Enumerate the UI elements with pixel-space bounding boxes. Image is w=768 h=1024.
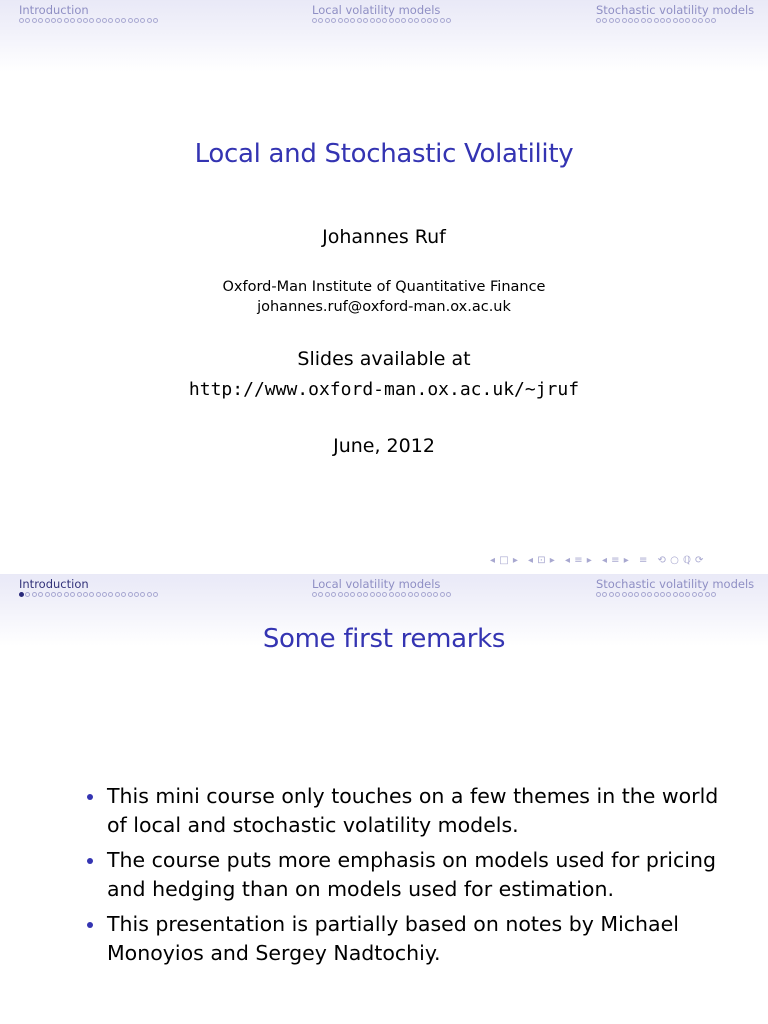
frame-dot[interactable] — [596, 592, 601, 597]
frame-dot[interactable] — [414, 592, 419, 597]
frame-dot[interactable] — [134, 592, 139, 597]
frame-dot[interactable] — [711, 18, 716, 23]
frame-dot[interactable] — [692, 18, 697, 23]
frame-dot[interactable] — [312, 18, 317, 23]
frame-dot[interactable] — [45, 18, 50, 23]
frame-dot[interactable] — [440, 18, 445, 23]
frame-dot[interactable] — [370, 18, 375, 23]
frame-dot[interactable] — [685, 592, 690, 597]
bullet-text: This presentation is partially based on notes by Michael Monoyios and Sergey Nadtochiy. — [107, 912, 679, 965]
frame-dot[interactable] — [25, 592, 30, 597]
presentation-date: June, 2012 — [333, 435, 435, 457]
nav-dots[interactable] — [596, 592, 754, 604]
frame-dot[interactable] — [51, 18, 56, 23]
nav-section-introduction[interactable] — [19, 3, 160, 30]
frame-dot[interactable] — [19, 592, 24, 597]
frame-dot[interactable] — [376, 18, 381, 23]
frame-dot[interactable] — [338, 18, 343, 23]
frame-dot[interactable] — [115, 592, 120, 597]
nav-section-label: Local volatility models — [312, 577, 441, 591]
presentation-title: Local and Stochastic Volatility — [194, 139, 574, 169]
frame-dot[interactable] — [602, 18, 607, 23]
frame-dot[interactable] — [96, 18, 101, 23]
frame-dot[interactable] — [685, 18, 690, 23]
frame-dot[interactable] — [609, 592, 614, 597]
frame-dot[interactable] — [89, 592, 94, 597]
frame-dot[interactable] — [692, 592, 697, 597]
frame-dot[interactable] — [344, 592, 349, 597]
frame-dot[interactable] — [57, 592, 62, 597]
frame-dot[interactable] — [38, 592, 43, 597]
frame-dot[interactable] — [446, 592, 451, 597]
frame-dot[interactable] — [408, 18, 413, 23]
frame-dot[interactable] — [32, 18, 37, 23]
nav-dots[interactable] — [19, 592, 160, 604]
frame-dot[interactable] — [128, 18, 133, 23]
frame-dot[interactable] — [153, 592, 158, 597]
bullet-item — [84, 782, 724, 840]
frame-dot[interactable] — [433, 592, 438, 597]
frame-dot[interactable] — [357, 592, 362, 597]
frame-dot[interactable] — [673, 592, 678, 597]
frame-dot[interactable] — [382, 592, 387, 597]
frame-dot[interactable] — [711, 592, 716, 597]
nav-dots[interactable] — [596, 18, 754, 30]
bullet-dot-icon — [87, 794, 93, 800]
frame-dot[interactable] — [408, 592, 413, 597]
frame-dot[interactable] — [51, 592, 56, 597]
frame-dot[interactable] — [19, 18, 24, 23]
frame-dot[interactable] — [401, 592, 406, 597]
appendix-nav-icon[interactable]: ≡ — [638, 555, 648, 566]
nav-section-stochastic-volatility[interactable] — [596, 577, 754, 604]
frame-dot[interactable] — [427, 18, 432, 23]
frame-dot[interactable] — [318, 592, 323, 597]
frame-dot[interactable] — [57, 18, 62, 23]
frame-dot[interactable] — [318, 18, 323, 23]
frame-dot[interactable] — [64, 18, 69, 23]
frame-dot[interactable] — [382, 18, 387, 23]
frame-dot[interactable] — [654, 18, 659, 23]
nav-header — [0, 0, 768, 72]
frame-dot[interactable] — [344, 18, 349, 23]
frame-dot[interactable] — [389, 18, 394, 23]
frame-dot[interactable] — [596, 18, 601, 23]
frame-nav-icon[interactable]: ◂ □ ▸ — [490, 555, 519, 566]
frame-dot[interactable] — [331, 18, 336, 23]
frame-dot[interactable] — [615, 18, 620, 23]
frame-dot[interactable] — [395, 18, 400, 23]
frame-dot[interactable] — [121, 18, 126, 23]
frame-dot[interactable] — [350, 18, 355, 23]
nav-section-local-volatility[interactable] — [312, 3, 453, 30]
frame-dot[interactable] — [331, 592, 336, 597]
frame-dot[interactable] — [147, 592, 152, 597]
nav-section-label: Introduction — [19, 577, 89, 591]
frame-dot[interactable] — [83, 18, 88, 23]
frame-dot[interactable] — [370, 592, 375, 597]
frame-dot[interactable] — [615, 592, 620, 597]
nav-section-label: Local volatility models — [312, 3, 441, 17]
frame-dot[interactable] — [602, 592, 607, 597]
frame-dot[interactable] — [89, 18, 94, 23]
frame-dot[interactable] — [446, 18, 451, 23]
search-back-forward-icon[interactable]: ⟲ ○ ℚ ⟳ — [657, 555, 704, 566]
frame-dot[interactable] — [77, 592, 82, 597]
nav-section-label: Introduction — [19, 3, 89, 17]
nav-section-label: Stochastic volatility models — [596, 577, 755, 591]
frame-dot[interactable] — [647, 592, 652, 597]
frame-dot[interactable] — [641, 18, 646, 23]
author-email: johannes.ruf@oxford-man.ox.ac.uk — [257, 299, 511, 315]
frame-dot[interactable] — [622, 592, 627, 597]
frame-dot[interactable] — [102, 18, 107, 23]
frame-dot[interactable] — [325, 18, 330, 23]
frame-dot[interactable] — [698, 592, 703, 597]
frame-dot[interactable] — [634, 592, 639, 597]
frame-dot[interactable] — [108, 18, 113, 23]
document-nav-icon[interactable]: ◂ ≡ ▸ — [601, 555, 630, 566]
frame-dot[interactable] — [679, 592, 684, 597]
bullet-item — [84, 910, 724, 968]
frame-dot[interactable] — [363, 18, 368, 23]
frame-dot[interactable] — [628, 18, 633, 23]
frame-dot[interactable] — [25, 18, 30, 23]
frame-dot[interactable] — [634, 18, 639, 23]
nav-dots[interactable] — [312, 592, 453, 604]
frame-dot[interactable] — [414, 18, 419, 23]
frame-dot[interactable] — [77, 18, 82, 23]
nav-section-introduction[interactable] — [19, 577, 160, 604]
frame-dot[interactable] — [350, 592, 355, 597]
bullet-list — [84, 782, 724, 974]
frame-dot[interactable] — [357, 18, 362, 23]
frame-title: Some first remarks — [262, 624, 506, 654]
bullet-dot-icon — [87, 922, 93, 928]
frame-dot[interactable] — [140, 18, 145, 23]
subsection-nav-icon[interactable]: ◂ ⊡ ▸ — [528, 555, 556, 566]
frame-dot[interactable] — [153, 18, 158, 23]
bullet-item — [84, 846, 724, 904]
frame-dot[interactable] — [440, 592, 445, 597]
slide-first-remarks — [0, 574, 768, 1024]
slides-url[interactable]: http://www.oxford-man.ox.ac.uk/~jruf — [188, 379, 580, 400]
frame-dot[interactable] — [666, 592, 671, 597]
frame-dot[interactable] — [70, 592, 75, 597]
institute-name: Oxford-Man Institute of Quantitative Finance — [222, 279, 546, 295]
frame-dot[interactable] — [102, 592, 107, 597]
frame-dot[interactable] — [679, 18, 684, 23]
frame-dot[interactable] — [666, 18, 671, 23]
frame-dot[interactable] — [427, 592, 432, 597]
frame-dot[interactable] — [698, 18, 703, 23]
frame-dot[interactable] — [38, 18, 43, 23]
frame-dot[interactable] — [705, 18, 710, 23]
frame-dot[interactable] — [32, 592, 37, 597]
frame-dot[interactable] — [83, 592, 88, 597]
frame-dot[interactable] — [609, 18, 614, 23]
frame-dot[interactable] — [622, 18, 627, 23]
frame-dot[interactable] — [395, 592, 400, 597]
section-nav-icon[interactable]: ◂ ≡ ▸ — [565, 555, 593, 566]
frame-dot[interactable] — [628, 592, 633, 597]
frame-dot[interactable] — [389, 592, 394, 597]
frame-dot[interactable] — [660, 18, 665, 23]
author-name: Johannes Ruf — [322, 226, 446, 248]
bullet-dot-icon — [87, 858, 93, 864]
frame-dot[interactable] — [96, 592, 101, 597]
beamer-navigation-symbols — [490, 555, 762, 571]
frame-dot[interactable] — [325, 592, 330, 597]
frame-dot[interactable] — [647, 18, 652, 23]
bullet-text: This mini course only touches on a few themes in the world of local and stochastic volatility models. — [107, 784, 719, 837]
frame-dot[interactable] — [45, 592, 50, 597]
nav-section-stochastic-volatility[interactable] — [596, 3, 754, 30]
frame-dot[interactable] — [121, 592, 126, 597]
frame-dot[interactable] — [433, 18, 438, 23]
nav-dots[interactable] — [19, 18, 160, 30]
frame-dot[interactable] — [312, 592, 317, 597]
frame-dot[interactable] — [376, 592, 381, 597]
frame-dot[interactable] — [128, 592, 133, 597]
frame-dot[interactable] — [363, 592, 368, 597]
frame-dot[interactable] — [705, 592, 710, 597]
slides-available-label: Slides available at — [297, 348, 471, 370]
frame-dot[interactable] — [147, 18, 152, 23]
bullet-text: The course puts more emphasis on models used for pricing and hedging than on models used for estimation. — [107, 848, 716, 901]
frame-dot[interactable] — [641, 592, 646, 597]
frame-dot[interactable] — [70, 18, 75, 23]
frame-dot[interactable] — [401, 18, 406, 23]
nav-section-label: Stochastic volatility models — [596, 3, 755, 17]
frame-dot[interactable] — [64, 592, 69, 597]
frame-dot[interactable] — [673, 18, 678, 23]
nav-dots[interactable] — [312, 18, 453, 30]
frame-dot[interactable] — [654, 592, 659, 597]
frame-dot[interactable] — [134, 18, 139, 23]
frame-dot[interactable] — [108, 592, 113, 597]
frame-dot[interactable] — [338, 592, 343, 597]
frame-dot[interactable] — [421, 18, 426, 23]
frame-dot[interactable] — [140, 592, 145, 597]
nav-section-local-volatility[interactable] — [312, 577, 453, 604]
frame-dot[interactable] — [660, 592, 665, 597]
frame-dot[interactable] — [421, 592, 426, 597]
frame-dot[interactable] — [115, 18, 120, 23]
